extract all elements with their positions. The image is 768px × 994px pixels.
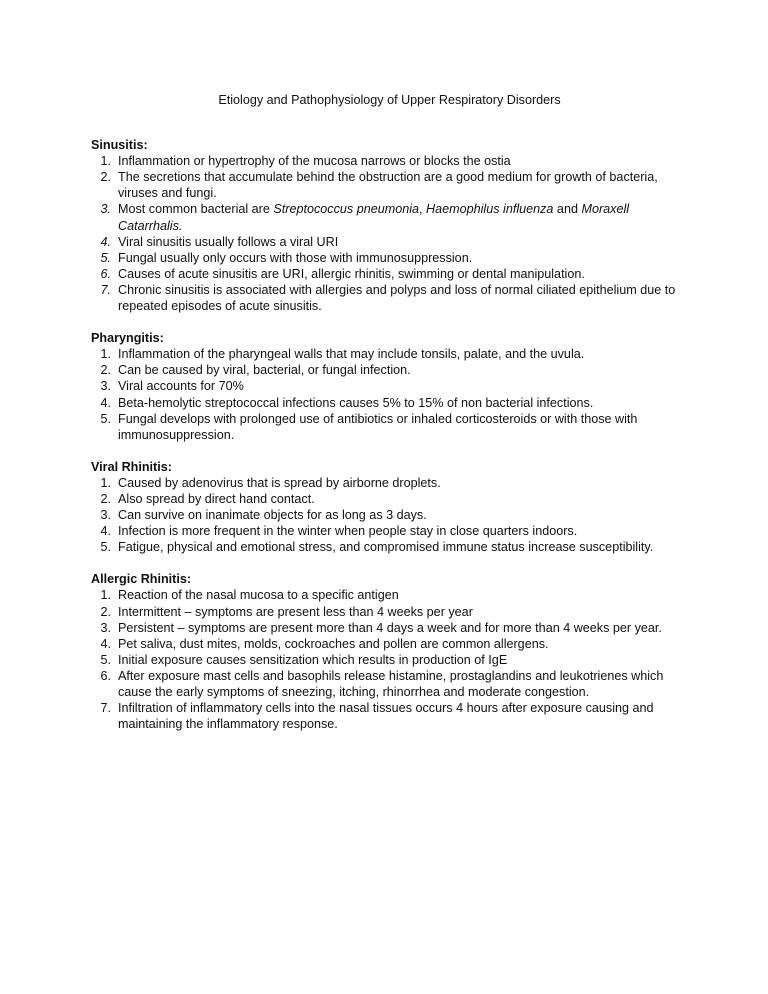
list-number: 7. xyxy=(100,701,111,716)
list-item-text xyxy=(118,605,473,619)
text-run: Fatigue, physical and emotional stress, and compromised immune status increase susceptibility. xyxy=(118,540,654,555)
list-item-text xyxy=(118,251,472,265)
text-run: Inflammation or hypertrophy of the mucosa narrows or blocks the ostia xyxy=(118,154,511,169)
list-item xyxy=(91,266,688,282)
list-item-text xyxy=(118,637,549,651)
text-run: Causes of acute sinusitis are URI, allergic rhinitis, swimming or dental manipulation. xyxy=(118,266,585,281)
text-run: Viral accounts for 70% xyxy=(118,379,244,394)
list-number: 4. xyxy=(100,524,111,539)
section xyxy=(91,459,688,556)
section-heading: Sinusitis: xyxy=(91,138,148,153)
section xyxy=(91,330,688,443)
section-heading: Allergic Rhinitis: xyxy=(91,572,192,587)
section xyxy=(91,571,688,732)
text-run: Pet saliva, dust mites, molds, cockroaches and pollen are common allergens. xyxy=(118,636,549,651)
list-item xyxy=(91,362,688,378)
list-item xyxy=(91,153,688,169)
list-item-text xyxy=(118,701,654,731)
section xyxy=(91,137,688,314)
list-item-text xyxy=(118,154,511,168)
list-item xyxy=(91,346,688,362)
list-item xyxy=(91,491,688,507)
list-item xyxy=(91,539,688,555)
list-item xyxy=(91,587,688,603)
list-number: 5. xyxy=(100,411,111,426)
section-heading: Pharyngitis: xyxy=(91,331,164,346)
text-run: Inflammation of the pharyngeal walls that may include tonsils, palate, and the uvula. xyxy=(118,347,585,362)
text-run: Fungal develops with prolonged use of antibiotics or inhaled corticosteroids or with those with immunosuppression. xyxy=(118,411,638,442)
list-item xyxy=(91,282,688,314)
list-item xyxy=(91,652,688,668)
list-number: 1. xyxy=(100,154,111,169)
list-item xyxy=(91,507,688,523)
list-item xyxy=(91,234,688,250)
list-number: 3. xyxy=(100,508,111,523)
list-number: 4. xyxy=(100,636,111,651)
list-number: 4. xyxy=(100,234,111,249)
numbered-list xyxy=(91,587,688,732)
list-item-text xyxy=(118,412,637,442)
list-number: 4. xyxy=(100,395,111,410)
list-item-text xyxy=(118,621,662,635)
list-item xyxy=(91,201,688,233)
text-run: Caused by adenovirus that is spread by airborne droplets. xyxy=(118,475,441,490)
text-run: Reaction of the nasal mucosa to a specific antigen xyxy=(118,588,399,603)
text-run: Can be caused by viral, bacterial, or fungal infection. xyxy=(118,363,411,378)
list-item-text xyxy=(118,347,584,361)
list-number: 3. xyxy=(100,202,111,217)
list-number: 7. xyxy=(100,282,111,297)
list-item xyxy=(91,523,688,539)
text-run: Intermittent – symptoms are present less than 4 weeks per year xyxy=(118,604,473,619)
list-number: 2. xyxy=(100,363,111,378)
list-item-text xyxy=(118,588,399,602)
list-item xyxy=(91,700,688,732)
list-number: 5. xyxy=(100,250,111,265)
list-item-text xyxy=(118,524,577,538)
list-item-text xyxy=(118,363,411,377)
list-number: 1. xyxy=(100,347,111,362)
list-item-text xyxy=(118,508,427,522)
list-item xyxy=(91,620,688,636)
list-item-text xyxy=(118,283,675,313)
list-item-text xyxy=(118,202,629,232)
list-item-text xyxy=(118,170,658,200)
text-run: Initial exposure causes sensitization which results in production of IgE xyxy=(118,652,508,667)
text-run: The secretions that accumulate behind the obstruction are a good medium for growth of bacteria, viruses and fungi. xyxy=(118,170,658,201)
section-heading: Viral Rhinitis: xyxy=(91,459,172,474)
list-item xyxy=(91,395,688,411)
list-number: 6. xyxy=(100,266,111,281)
list-item-text xyxy=(118,267,585,281)
text-run: Infection is more frequent in the winter when people stay in close quarters indoors. xyxy=(118,524,578,539)
text-run: Persistent – symptoms are present more than 4 days a week and for more than 4 weeks per year. xyxy=(118,620,662,635)
list-item-text xyxy=(118,379,244,393)
list-number: 5. xyxy=(100,540,111,555)
numbered-list xyxy=(91,153,688,314)
list-number: 1. xyxy=(100,588,111,603)
text-run: Infiltration of inflammatory cells into the nasal tissues occurs 4 hours after exposure causing and maintaining the inflammatory response. xyxy=(118,701,654,732)
list-item-text xyxy=(118,396,593,410)
text-run: After exposure mast cells and basophils release histamine, prostaglandins and leukotrienes which cause the early symptoms of sneezing, itching, rhinorrhea and moderate congestion. xyxy=(118,668,664,699)
list-item-text xyxy=(118,476,441,490)
numbered-list xyxy=(91,475,688,555)
list-number: 2. xyxy=(100,604,111,619)
text-run: Also spread by direct hand contact. xyxy=(118,491,315,506)
list-item xyxy=(91,250,688,266)
text-run: and xyxy=(553,202,582,217)
list-number: 1. xyxy=(100,475,111,490)
list-item xyxy=(91,636,688,652)
list-item-text xyxy=(118,540,653,554)
list-item xyxy=(91,604,688,620)
list-item xyxy=(91,378,688,394)
list-item-text xyxy=(118,653,507,667)
italic-term: Streptococcus pneumonia xyxy=(273,202,420,217)
numbered-list xyxy=(91,346,688,443)
list-number: 3. xyxy=(100,379,111,394)
list-number: 6. xyxy=(100,668,111,683)
list-number: 5. xyxy=(100,652,111,667)
text-run: Can survive on inanimate objects for as long as 3 days. xyxy=(118,508,427,523)
list-number: 3. xyxy=(100,620,111,635)
list-item xyxy=(91,475,688,491)
text-run: Fungal usually only occurs with those with immunosuppression. xyxy=(118,250,473,265)
italic-term: Moraxell Catarrhalis. xyxy=(118,202,630,233)
list-item xyxy=(91,411,688,443)
text-run: Beta-hemolytic streptococcal infections causes 5% to 15% of non bacterial infections. xyxy=(118,395,594,410)
list-item xyxy=(91,169,688,201)
list-item-text xyxy=(118,235,338,249)
text-run: Chronic sinusitis is associated with allergies and polyps and loss of normal ciliated epithelium due to repeated episodes of acute sinusitis. xyxy=(118,282,676,314)
text-run: Viral sinusitis usually follows a viral URI xyxy=(118,234,339,249)
italic-term: Haemophilus influenza xyxy=(426,202,554,217)
list-number: 2. xyxy=(100,491,111,506)
document-body xyxy=(91,137,688,732)
list-item xyxy=(91,668,688,700)
list-item-text xyxy=(118,669,663,699)
document-title: Etiology and Pathophysiology of Upper Respiratory Disorders xyxy=(218,93,561,107)
list-number: 2. xyxy=(100,170,111,185)
text-run: Most common bacterial are xyxy=(118,202,274,217)
list-item-text xyxy=(118,492,315,506)
text-run: , xyxy=(419,202,427,217)
